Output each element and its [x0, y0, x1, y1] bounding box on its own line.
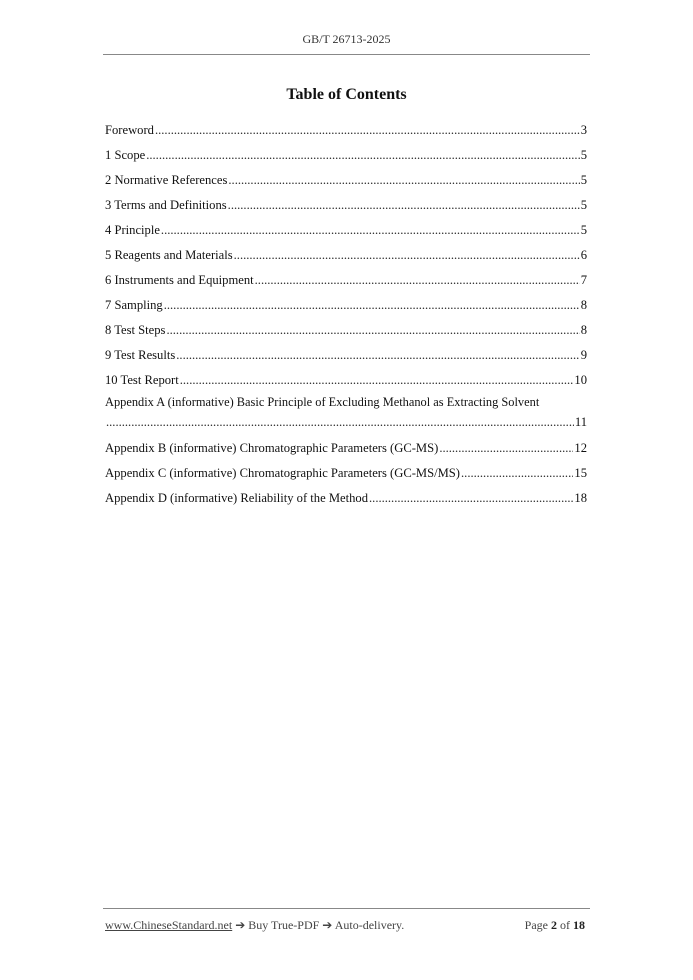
toc-entry-page: 6: [580, 248, 587, 262]
buy-true-pdf-text: Buy True-PDF: [248, 918, 320, 932]
toc-entry-page: 12: [574, 441, 587, 455]
toc-entry-test-report[interactable]: [105, 368, 587, 393]
toc-entry-label: 10 Test Report: [105, 373, 179, 387]
toc-entry-page: 11: [574, 415, 587, 429]
header-divider: [103, 54, 590, 55]
toc-entry-label: Appendix D (informative) Reliability of the Method: [105, 491, 369, 505]
toc-entry-page: 9: [580, 348, 587, 362]
toc-entry-label: 4 Principle: [105, 223, 160, 237]
toc-entry-label: Appendix C (informative) Chromatographic Parameters (GC-MS/MS): [105, 466, 461, 480]
toc-entry-page: 8: [580, 323, 587, 337]
toc-entry-page: 5: [580, 223, 587, 237]
toc-leader-dots: [180, 368, 574, 393]
arrow-right-icon: ➔: [235, 918, 246, 932]
toc-entry-foreword[interactable]: [105, 118, 587, 143]
page-prefix: Page: [524, 918, 548, 932]
toc-entry-label: 6 Instruments and Equipment: [105, 273, 254, 287]
current-page: 2: [551, 918, 557, 932]
toc-entry-appendix-a[interactable]: [105, 393, 587, 436]
toc-entry-label: Foreword: [105, 123, 154, 137]
page-footer: [105, 918, 585, 933]
toc-leader-dots: [228, 193, 580, 218]
toc-entry-label: 1 Scope: [105, 148, 146, 162]
toc-entry-label: 7 Sampling: [105, 298, 163, 312]
toc-entry-label: 9 Test Results: [105, 348, 176, 362]
toc-entry-reagents-and-materials[interactable]: [105, 243, 587, 268]
toc-entry-page: 5: [580, 173, 587, 187]
toc-entry-label: 2 Normative References: [105, 173, 228, 187]
toc-entry-label: 8 Test Steps: [105, 323, 166, 337]
toc-leader-dots: [164, 293, 580, 318]
toc-entry-principle[interactable]: [105, 218, 587, 243]
auto-delivery-text: Auto-delivery.: [334, 918, 405, 932]
page-of: of: [560, 918, 570, 932]
running-header: GB/T 26713-2025: [302, 32, 391, 46]
toc-entry-label: Appendix B (informative) Chromatographic Parameters (GC-MS): [105, 441, 439, 455]
toc-entry-page: 8: [580, 298, 587, 312]
total-pages: 18: [573, 918, 585, 932]
toc-entry-page: 5: [580, 148, 587, 162]
toc-entry-label: 3 Terms and Definitions: [105, 198, 227, 212]
arrow-right-icon: ➔: [322, 918, 333, 932]
website-link[interactable]: www.ChineseStandard.net: [105, 918, 233, 932]
page-title: Table of Contents: [286, 86, 407, 103]
footer-divider: [103, 908, 590, 909]
toc-leader-dots: [228, 168, 579, 193]
toc-leader-dots: [461, 461, 573, 486]
toc-leader-dots: [176, 343, 579, 368]
toc-entry-label: 5 Reagents and Materials: [105, 248, 233, 262]
toc-leader-dots: [369, 486, 573, 511]
table-of-contents: [105, 118, 587, 511]
footer-promo: [105, 918, 404, 933]
toc-leader-dots: [439, 436, 573, 461]
toc-entry-sampling[interactable]: [105, 293, 587, 318]
toc-leader-dots: [234, 243, 580, 268]
toc-entry-terms-and-definitions[interactable]: [105, 193, 587, 218]
toc-entry-page: 5: [580, 198, 587, 212]
toc-leader-dots: [146, 143, 579, 168]
toc-entry-appendix-c[interactable]: [105, 461, 587, 486]
page-number: [525, 918, 585, 933]
toc-entry-test-results[interactable]: [105, 343, 587, 368]
toc-leader-dots: [255, 268, 580, 293]
toc-entry-appendix-d[interactable]: [105, 486, 587, 511]
toc-entry-test-steps[interactable]: [105, 318, 587, 343]
toc-leader-dots: [106, 412, 574, 432]
toc-entry-normative-references[interactable]: [105, 168, 587, 193]
toc-entry-instruments-and-equipment[interactable]: [105, 268, 587, 293]
toc-entry-page: 15: [574, 466, 587, 480]
toc-entry-appendix-b[interactable]: [105, 436, 587, 461]
toc-entry-page: 10: [574, 373, 587, 387]
toc-entry-page: 3: [580, 123, 587, 137]
toc-entry-page: 18: [574, 491, 587, 505]
toc-entry-label: Appendix A (informative) Basic Principle of Excluding Methanol as Extracting Solvent: [105, 395, 540, 409]
toc-leader-dots: [161, 218, 580, 243]
toc-entry-scope[interactable]: [105, 143, 587, 168]
toc-leader-dots: [155, 118, 580, 143]
toc-entry-page: 7: [580, 273, 587, 287]
toc-leader-dots: [166, 318, 579, 343]
